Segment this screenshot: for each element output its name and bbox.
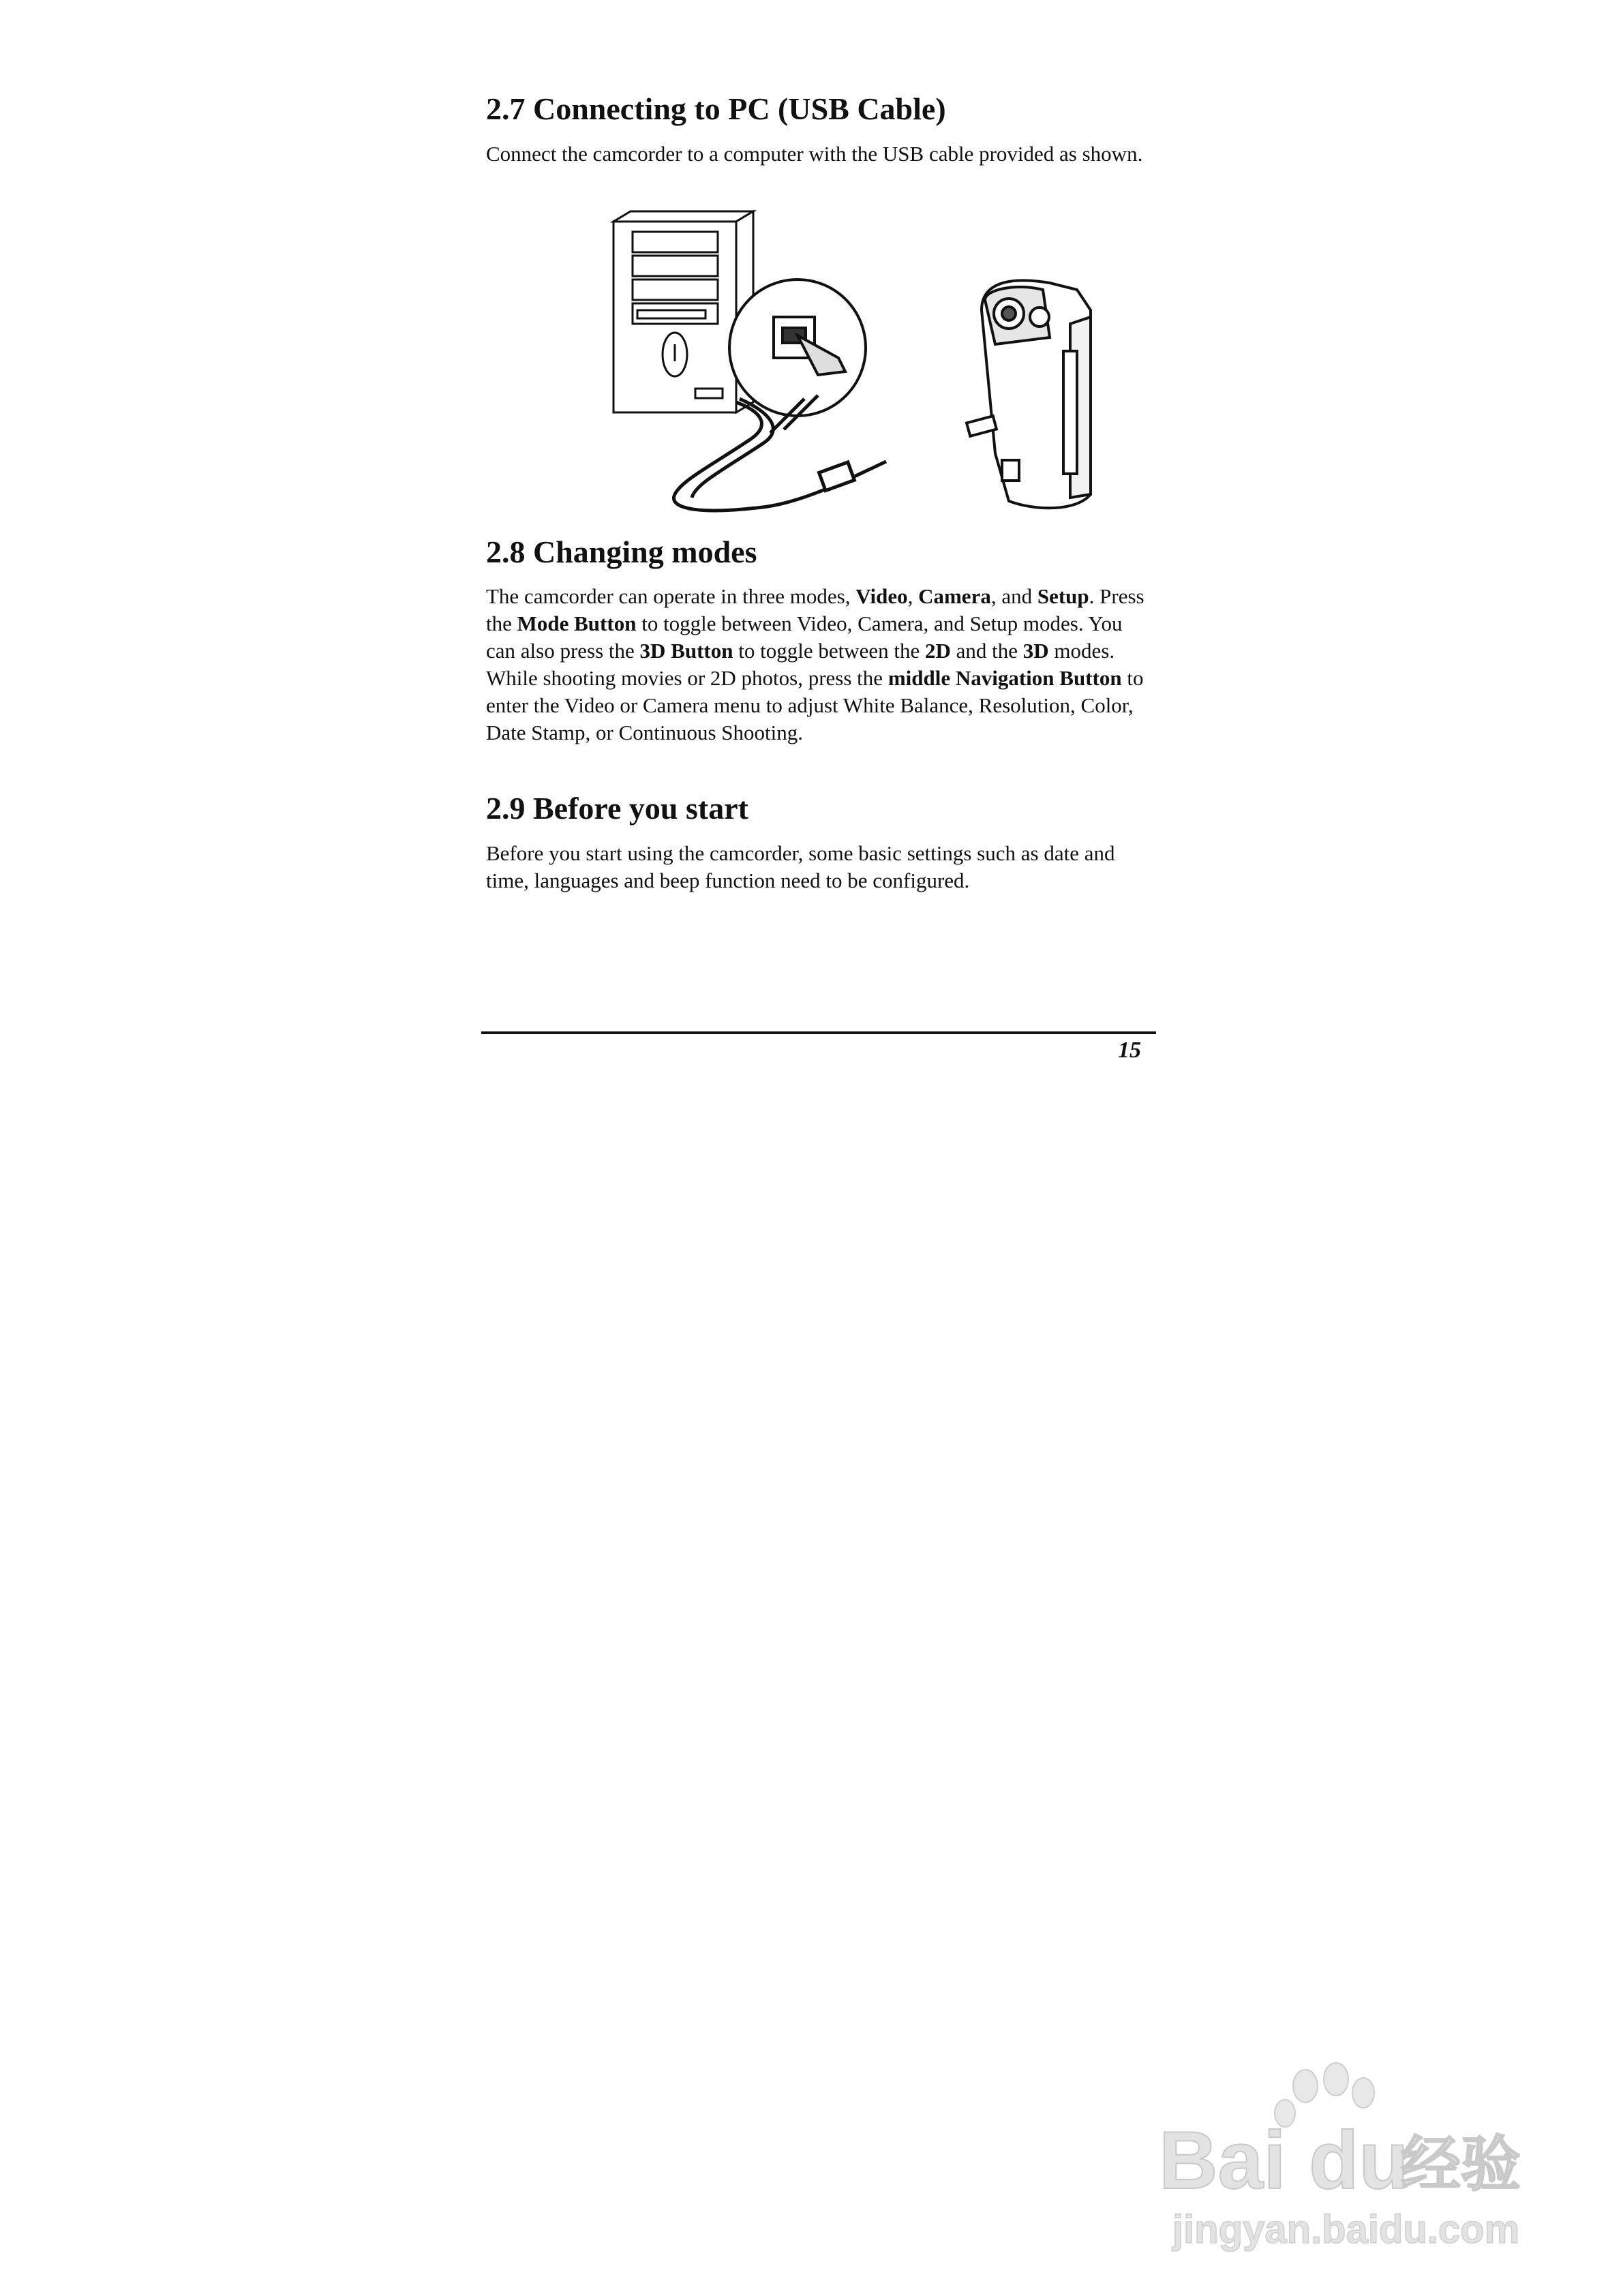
bold-term: 3D [1022,639,1049,663]
text-run: The camcorder can operate in three modes, [486,584,856,608]
usb-port-magnifier [729,280,866,416]
watermark-brand-cn: 经验 [1401,2130,1521,2198]
text-run: and the [950,639,1023,663]
bold-term: Mode Button [517,611,637,635]
text-run: Before you start using the camcorder, some basic settings such as date and time, languages and beep function need to be configured. [486,841,1115,892]
text-run: to toggle between the [733,639,925,663]
baidu-jingyan-watermark [1159,2059,1541,2256]
section-paragraph-2-9 [486,840,1161,894]
usb-connection-illustration [600,194,1172,522]
text-run: , [907,584,919,608]
bold-term: 3D Button [639,639,733,663]
section-heading-2-8: 2.8 Changing modes [486,534,757,569]
bold-term: 2D [925,639,951,663]
section-heading-2-7: 2.7 Connecting to PC (USB Cable) [486,91,946,126]
bold-term: Setup [1037,584,1089,608]
text-run: . Press the [486,584,1144,635]
section-paragraph-2-7 [486,140,1154,168]
section-paragraph-2-8 [486,583,1154,746]
bold-term: Video [855,584,908,608]
bold-term: middle Navigation Button [888,666,1122,690]
text-run: modes. While shooting movies or 2D photos, press the [486,639,1115,690]
watermark-url: jingyan.baidu.com [1172,2207,1520,2252]
page-number: 15 [1118,1038,1141,1063]
text-run: Connect the camcorder to a computer with the USB cable provided as shown. [486,142,1143,166]
footer-divider [481,1031,1156,1034]
text-run: to enter the Video or Camera menu to adjust White Balance, Resolution, Color, Date Stamp, or Continuous Shooting. [486,666,1144,744]
section-heading-2-9: 2.9 Before you start [486,791,748,826]
watermark-brand: Bai du [1159,2115,1409,2206]
camcorder-illustration [967,280,1091,508]
text-run: , and [990,584,1037,608]
bold-term: Camera [918,584,991,608]
text-run: to toggle between Video, Camera, and Setup modes. You can also press the [486,611,1123,663]
pc-tower-illustration [613,211,753,412]
